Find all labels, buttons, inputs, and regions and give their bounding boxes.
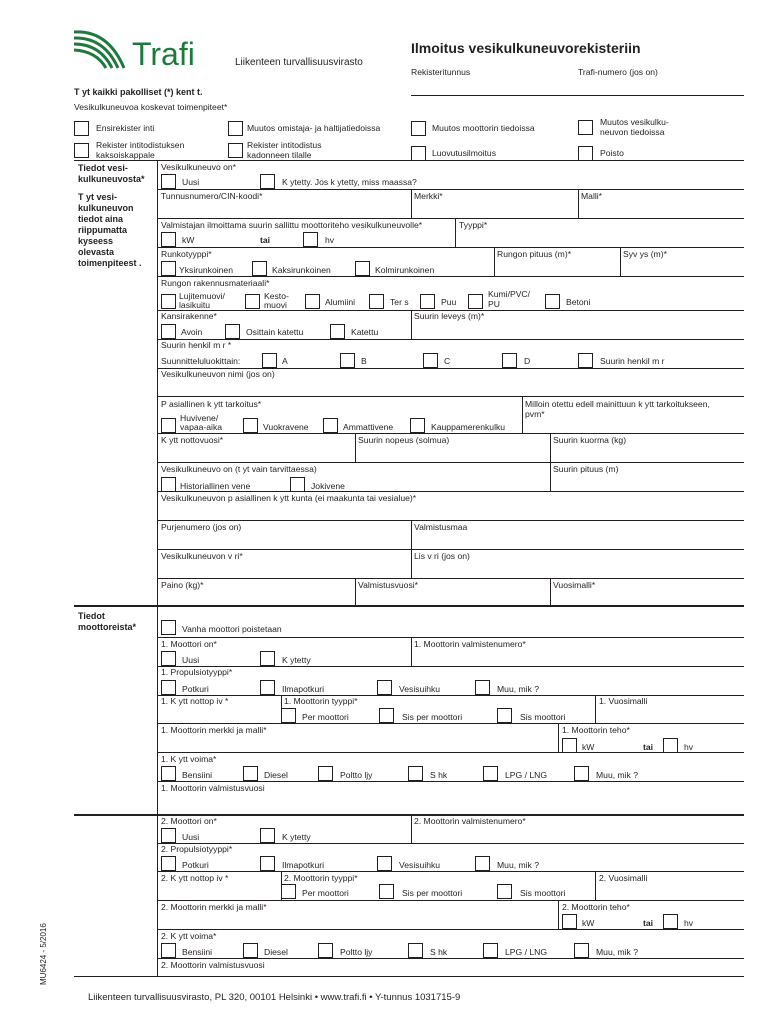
trafi-logo-text: Trafi <box>132 36 195 72</box>
use-rental-checkbox[interactable] <box>243 418 258 433</box>
engine2-hv-unit: hv <box>684 918 694 928</box>
removal-checkbox[interactable] <box>578 146 593 161</box>
hull-type-label: Runkotyyppi* <box>161 249 212 259</box>
deck-partial-label: Osittain katettu <box>246 327 304 337</box>
header-line <box>411 95 744 96</box>
engine1-propeller-label: Potkuri <box>182 684 209 694</box>
engine1-new-label: Uusi <box>182 655 200 665</box>
main-use-label: P asiallinen k ytt tarkoitus* <box>161 399 262 409</box>
engine1-outboard-checkbox[interactable] <box>281 708 296 723</box>
material-fiberglass-checkbox[interactable] <box>161 294 176 309</box>
removal-label: Poisto <box>600 148 624 158</box>
or-label: tai <box>260 235 271 245</box>
max-persons-label-2: Suurin henkil m r <box>600 356 665 366</box>
engine2-power-label: 2. Moottorin teho* <box>562 902 630 912</box>
make-label: Merkki* <box>414 191 443 201</box>
use-leisure-label-2: vapaa-aika <box>180 422 223 432</box>
trafi-logo-swoosh-icon <box>72 28 132 72</box>
engine1-other-fuel-checkbox[interactable] <box>574 766 589 781</box>
owner-change-label: Muutos omistaja- ja haltijatiedoissa <box>247 123 381 133</box>
engine1-type-label: 1. Moottorin tyyppi* <box>284 696 358 706</box>
grid-line <box>74 605 744 607</box>
engine2-type-label: 2. Moottorin tyyppi* <box>284 873 358 883</box>
grid-line-v <box>550 578 551 605</box>
material-thermoplastic-label-1: Kesto- <box>264 291 289 301</box>
engine1-kw-input[interactable] <box>562 738 577 753</box>
engine2-other-prop-checkbox[interactable] <box>475 856 490 871</box>
transfer-notice-checkbox[interactable] <box>411 146 426 161</box>
engine2-sterndrive-checkbox[interactable] <box>379 884 394 899</box>
instruction-3: tiedot aina <box>78 214 124 224</box>
instruction-6: olevasta <box>78 247 115 257</box>
category-b-label: B <box>361 356 367 366</box>
max-length-label: Suurin pituus (m) <box>553 464 619 474</box>
old-engine-removed-label: Vanha moottori poistetaan <box>182 624 282 634</box>
category-a-checkbox[interactable] <box>262 353 277 368</box>
hv-unit: hv <box>325 235 335 245</box>
grid-line-v <box>558 723 559 752</box>
use-leisure-checkbox[interactable] <box>161 418 176 433</box>
deck-covered-checkbox[interactable] <box>330 324 345 339</box>
category-d-label: D <box>524 356 531 366</box>
grid-line <box>157 218 744 219</box>
engine1-fuel-oil-checkbox[interactable] <box>318 766 333 781</box>
vessel-name-label: Vesikulkuneuvon nimi (jos on) <box>161 369 275 379</box>
material-concrete-checkbox[interactable] <box>545 294 560 309</box>
engine1-start-date-label: 1. K ytt nottop iv * <box>161 696 229 706</box>
material-steel-label: Ter s <box>390 297 409 307</box>
engine1-new-checkbox[interactable] <box>161 651 176 666</box>
category-a-label: A <box>282 356 288 366</box>
max-width-label: Suurin leveys (m)* <box>414 311 485 321</box>
engine1-power-label: 1. Moottorin teho* <box>562 725 630 735</box>
vessel-change-label-1: Muutos vesikulku- <box>600 117 669 127</box>
grid-line-v <box>595 695 596 723</box>
engine1-other-fuel-label: Muu, mik ? <box>596 770 639 780</box>
duplicate-certificate-checkbox[interactable] <box>74 143 89 158</box>
grid-line-v <box>411 520 412 549</box>
grid-line <box>157 189 744 190</box>
fill-all-note: T yt kaikki pakolliset (*) kent t. <box>74 87 203 97</box>
material-fiberglass-label-1: Lujitemuovi/ <box>179 291 225 301</box>
engine2-kw-input[interactable] <box>562 914 577 929</box>
use-professional-checkbox[interactable] <box>323 418 338 433</box>
engine1-sterndrive-checkbox[interactable] <box>379 708 394 723</box>
engine1-manufacture-year-label: 1. Moottorin valmistusvuosi <box>161 783 265 793</box>
engine1-sterndrive-label: Sis per moottori <box>402 712 463 722</box>
monohull-label: Yksirunkoinen <box>179 265 233 275</box>
engine2-hv-input[interactable] <box>663 914 678 929</box>
catamaran-checkbox[interactable] <box>252 261 267 276</box>
use-professional-label: Ammattivene <box>343 422 394 432</box>
model-label: Malli* <box>581 191 603 201</box>
engine1-serial-label: 1. Moottorin valmistenumero* <box>414 639 526 649</box>
grid-line-v <box>411 310 412 339</box>
engine2-model-year-label: 2. Vuosimalli <box>599 873 648 883</box>
historic-boat-label: Historiallinen vene <box>180 481 251 491</box>
transfer-notice-label: Luovutusilmoitus <box>432 148 497 158</box>
grid-line <box>157 958 744 959</box>
engine2-waterjet-label: Vesisuihku <box>399 860 441 870</box>
engine2-lpg-checkbox[interactable] <box>483 943 498 958</box>
max-speed-label: Suurin nopeus (solmua) <box>358 435 450 445</box>
grid-line <box>157 929 744 930</box>
engine2-other-fuel-checkbox[interactable] <box>574 943 589 958</box>
extra-color-label: Lis v ri (jos on) <box>414 551 470 561</box>
trafi-number-label: Trafi-numero (jos on) <box>578 67 658 77</box>
engine1-other-prop-checkbox[interactable] <box>475 680 490 695</box>
lost-certificate-label-2: kadonneen tilalle <box>247 150 312 160</box>
trimaran-label: Kolmirunkoinen <box>375 265 435 275</box>
grid-line-v <box>522 396 523 433</box>
max-load-label: Suurin kuorma (kg) <box>553 435 627 445</box>
hull-length-label: Rungon pituus (m)* <box>497 249 572 259</box>
vessel-used-checkbox[interactable] <box>260 174 275 189</box>
engine1-petrol-label: Bensiini <box>182 770 213 780</box>
instruction-1: T yt vesi- <box>78 192 118 202</box>
model-year-label: Vuosimalli* <box>553 580 596 590</box>
measures-label: Vesikulkuneuvoa koskevat toimenpiteet* <box>74 102 228 112</box>
form-code: MU6424 - 5/2016 <box>39 923 48 985</box>
use-since-label-2: pvm* <box>525 409 545 419</box>
grid-line <box>157 578 744 579</box>
grid-line <box>157 433 744 434</box>
material-concrete-label: Betoni <box>566 297 591 307</box>
engine1-electric-checkbox[interactable] <box>408 766 423 781</box>
grid-line-v <box>550 462 551 491</box>
engine1-diesel-checkbox[interactable] <box>243 766 258 781</box>
material-thermoplastic-label-2: muovi <box>264 300 287 310</box>
engine2-used-checkbox[interactable] <box>260 828 275 843</box>
use-rental-label: Vuokravene <box>263 422 309 432</box>
grid-line-v <box>595 871 596 900</box>
hull-material-label: Rungon rakennusmateriaali* <box>161 278 270 288</box>
commission-year-label: K ytt nottovuosi* <box>161 435 224 445</box>
engine2-sterndrive-label: Sis per moottori <box>402 888 463 898</box>
grid-line <box>157 462 744 463</box>
vessel-change-label-2: neuvon tiedoissa <box>600 127 665 137</box>
deck-label: Kansirakenne* <box>161 311 217 321</box>
grid-line-v <box>620 247 621 276</box>
grid-line <box>74 160 744 161</box>
river-boat-checkbox[interactable] <box>290 477 305 492</box>
material-thermoplastic-checkbox[interactable] <box>245 294 260 309</box>
engine1-waterjet-checkbox[interactable] <box>377 680 392 695</box>
grid-line <box>157 723 744 724</box>
grid-line-v <box>550 433 551 462</box>
vessel-used-label: K ytetty. Jos k ytetty, miss maassa? <box>282 177 417 187</box>
engine2-other-fuel-label: Muu, mik ? <box>596 947 639 957</box>
grid-line <box>157 276 744 277</box>
manufacturing-country-label: Valmistusmaa <box>414 522 468 532</box>
sail-number-label: Purjenumero (jos on) <box>161 522 242 532</box>
engine1-kw-unit: kW <box>582 742 595 752</box>
material-wood-label: Puu <box>441 297 457 307</box>
grid-line <box>157 900 744 901</box>
river-boat-label: Jokivene <box>311 481 345 491</box>
engine1-hv-unit: hv <box>684 742 694 752</box>
engine1-lpg-checkbox[interactable] <box>483 766 498 781</box>
grid-line-v <box>355 578 356 605</box>
manufacturing-year-label: Valmistusvuosi* <box>358 580 419 590</box>
registration-id-label: Rekisteritunnus <box>411 67 471 77</box>
material-rubber-label-1: Kumi/PVC/ <box>488 289 531 299</box>
grid-line <box>157 695 744 696</box>
trimaran-checkbox[interactable] <box>355 261 370 276</box>
engine1-brand-label: 1. Moottorin merkki ja malli* <box>161 725 267 735</box>
max-persons-label: Suurin henkil m r * <box>161 340 232 350</box>
engine2-new-label: Uusi <box>182 832 200 842</box>
first-registration-checkbox[interactable] <box>74 121 89 136</box>
engine2-used-label: K ytetty <box>282 832 311 842</box>
deck-partial-checkbox[interactable] <box>225 324 240 339</box>
engine1-hv-input[interactable] <box>663 738 678 753</box>
max-power-kw-input[interactable] <box>161 232 176 247</box>
engine-change-label: Muutos moottorin tiedoissa <box>432 123 535 133</box>
use-since-label-1: Milloin otettu edell mainittuun k ytt tarkoitukseen, <box>525 399 710 409</box>
engine2-outboard-checkbox[interactable] <box>281 884 296 899</box>
grid-line-v <box>411 637 412 666</box>
footer-address: Liikenteen turvallisuusvirasto, PL 320, 00101 Helsinki • www.trafi.fi • Y-tunnus 1031715-9 <box>88 992 461 1003</box>
engine1-electric-label: S hk <box>430 770 448 780</box>
engine2-petrol-label: Bensiini <box>182 947 213 957</box>
engine1-propeller-checkbox[interactable] <box>161 680 176 695</box>
engine2-petrol-checkbox[interactable] <box>161 943 176 958</box>
category-c-checkbox[interactable] <box>423 353 438 368</box>
engine1-inboard-label: Sis moottori <box>520 712 566 722</box>
engine1-other-prop-label: Muu, mik ? <box>497 684 540 694</box>
engine2-inboard-label: Sis moottori <box>520 888 566 898</box>
grid-line <box>157 491 744 492</box>
engine2-lpg-label: LPG / LNG <box>505 947 548 957</box>
engine1-model-year-label: 1. Vuosimalli <box>599 696 648 706</box>
engine2-diesel-checkbox[interactable] <box>243 943 258 958</box>
engine2-fuel-oil-checkbox[interactable] <box>318 943 333 958</box>
grid-line <box>157 520 744 521</box>
engine1-airprop-label: Ilmapotkuri <box>282 684 325 694</box>
engine1-is-label: 1. Moottori on* <box>161 639 217 649</box>
material-fiberglass-label-2: lasikuitu <box>179 300 211 310</box>
grid-line-v <box>494 247 495 276</box>
engine2-airprop-label: Ilmapotkuri <box>282 860 325 870</box>
engine2-diesel-label: Diesel <box>264 947 288 957</box>
grid-line <box>157 339 744 340</box>
grid-line <box>157 549 744 550</box>
use-commercial-checkbox[interactable] <box>410 418 425 433</box>
engine1-inboard-checkbox[interactable] <box>497 708 512 723</box>
grid-line <box>157 843 744 844</box>
kw-unit: kW <box>182 235 195 245</box>
grid-line <box>157 666 744 667</box>
old-engine-removed-checkbox[interactable] <box>161 620 176 635</box>
duplicate-certificate-label-1: Rekister intitodistuksen <box>96 140 185 150</box>
type-label: Tyyppi* <box>459 220 488 230</box>
engine-change-checkbox[interactable] <box>411 121 426 136</box>
grid-line-v <box>411 814 412 843</box>
engine1-lpg-label: LPG / LNG <box>505 770 548 780</box>
use-leisure-label-1: Huvivene/ <box>180 413 219 423</box>
engine2-manufacture-year-label: 2. Moottorin valmistusvuosi <box>161 960 265 970</box>
material-aluminium-label: Alumiini <box>325 297 356 307</box>
material-rubber-label-2: PU <box>488 299 500 309</box>
form-title: Ilmoitus vesikulkuneuvorekisteriin <box>411 40 641 56</box>
engine2-or-label: tai <box>643 918 654 928</box>
engine2-other-prop-label: Muu, mik ? <box>497 860 540 870</box>
engine-section-title-1: Tiedot <box>78 611 105 621</box>
vessel-only-if-label: Vesikulkuneuvo on (t yt vain tarvittaessa) <box>161 464 317 474</box>
engine2-inboard-checkbox[interactable] <box>497 884 512 899</box>
engine1-or-label: tai <box>643 742 654 752</box>
grid-line-v <box>411 189 412 218</box>
hin-label: Tunnusnumero/CIN-koodi* <box>161 191 263 201</box>
grid-line <box>157 781 744 782</box>
owner-change-checkbox[interactable] <box>228 121 243 136</box>
engine2-outboard-label: Per moottori <box>302 888 349 898</box>
engine-section-title-2: moottoreista* <box>78 622 137 632</box>
engine2-kw-unit: kW <box>582 918 595 928</box>
monohull-checkbox[interactable] <box>161 261 176 276</box>
engine2-propeller-label: Potkuri <box>182 860 209 870</box>
engine2-waterjet-checkbox[interactable] <box>377 856 392 871</box>
engine1-fuel-oil-label: Poltto ljy <box>340 770 373 780</box>
grid-line-v <box>455 218 456 247</box>
engine1-diesel-label: Diesel <box>264 770 288 780</box>
grid-line <box>157 396 744 397</box>
use-commercial-label: Kauppamerenkulku <box>431 422 506 432</box>
grid-line <box>157 637 744 638</box>
grid-line <box>74 976 744 977</box>
engine2-electric-checkbox[interactable] <box>408 943 423 958</box>
grid-line <box>157 752 744 753</box>
agency-name: Liikenteen turvallisuusvirasto <box>235 57 363 68</box>
engine1-propulsion-label: 1. Propulsiotyyppi* <box>161 667 233 677</box>
max-power-label: Valmistajan ilmoittama suurin sallittu moottoriteho vesikulkuneuvolle* <box>161 220 423 230</box>
vessel-change-checkbox[interactable] <box>578 120 593 135</box>
vessel-new-checkbox[interactable] <box>161 174 176 189</box>
category-d-checkbox[interactable] <box>502 353 517 368</box>
category-c-label: C <box>444 356 451 366</box>
grid-line-v <box>411 549 412 578</box>
lost-certificate-label-1: Rekister intitodistus <box>247 140 322 150</box>
vessel-section-title-2: kulkuneuvosta* <box>78 174 145 184</box>
engine2-serial-label: 2. Moottorin valmistenumero* <box>414 816 526 826</box>
engine1-fuel-label: 1. K ytt voima* <box>161 754 217 764</box>
instruction-7: toimenpiteest . <box>78 258 142 268</box>
engine2-new-checkbox[interactable] <box>161 828 176 843</box>
engine2-fuel-label: 2. K ytt voima* <box>161 931 217 941</box>
municipality-label: Vesikulkuneuvon p asiallinen k ytt kunta (ei maakunta tai vesialue)* <box>161 493 417 503</box>
grid-line-v <box>558 900 559 929</box>
engine2-electric-label: S hk <box>430 947 448 957</box>
material-steel-checkbox[interactable] <box>369 294 384 309</box>
deck-covered-label: Katettu <box>351 327 379 337</box>
engine2-fuel-oil-label: Poltto ljy <box>340 947 373 957</box>
instruction-4: riippumatta <box>78 225 128 235</box>
lost-certificate-checkbox[interactable] <box>228 143 243 158</box>
engine2-is-label: 2. Moottori on* <box>161 816 217 826</box>
deck-open-checkbox[interactable] <box>161 324 176 339</box>
vessel-color-label: Vesikulkuneuvon v ri* <box>161 551 243 561</box>
grid-line <box>157 247 744 248</box>
instruction-5: kyseess <box>78 236 114 246</box>
catamaran-label: Kaksirunkoinen <box>272 265 331 275</box>
engine1-used-checkbox[interactable] <box>260 651 275 666</box>
engine2-airprop-checkbox[interactable] <box>260 856 275 871</box>
engine2-start-date-label: 2. K ytt nottop iv * <box>161 873 229 883</box>
draft-label: Syv ys (m)* <box>623 249 667 259</box>
section-divider-vertical <box>157 160 158 976</box>
material-aluminium-checkbox[interactable] <box>305 294 320 309</box>
engine2-propulsion-label: 2. Propulsiotyyppi* <box>161 844 233 854</box>
design-category-label: Suunnitteluluokittain: <box>161 356 241 366</box>
engine1-used-label: K ytetty <box>282 655 311 665</box>
duplicate-certificate-label-2: kaksoiskappale <box>96 150 155 160</box>
category-b-checkbox[interactable] <box>340 353 355 368</box>
vessel-new-label: Uusi <box>182 177 200 187</box>
deck-open-label: Avoin <box>181 327 203 337</box>
vessel-is-label: Vesikulkuneuvo on* <box>161 162 237 172</box>
engine1-petrol-checkbox[interactable] <box>161 766 176 781</box>
engine1-airprop-checkbox[interactable] <box>260 680 275 695</box>
engine1-outboard-label: Per moottori <box>302 712 349 722</box>
first-registration-label: Ensirekister inti <box>96 123 155 133</box>
grid-line <box>157 871 744 872</box>
max-power-hv-input[interactable] <box>303 232 318 247</box>
max-persons-input[interactable] <box>578 353 593 368</box>
grid-line-v <box>578 189 579 218</box>
grid-line-v <box>355 433 356 462</box>
instruction-2: kulkuneuvon <box>78 203 134 213</box>
material-rubber-checkbox[interactable] <box>468 294 483 309</box>
engine2-propeller-checkbox[interactable] <box>161 856 176 871</box>
weight-label: Paino (kg)* <box>161 580 204 590</box>
historic-boat-checkbox[interactable] <box>161 477 176 492</box>
engine1-waterjet-label: Vesisuihku <box>399 684 441 694</box>
material-wood-checkbox[interactable] <box>420 294 435 309</box>
vessel-section-title-1: Tiedot vesi- <box>78 163 128 173</box>
engine2-brand-label: 2. Moottorin merkki ja malli* <box>161 902 267 912</box>
